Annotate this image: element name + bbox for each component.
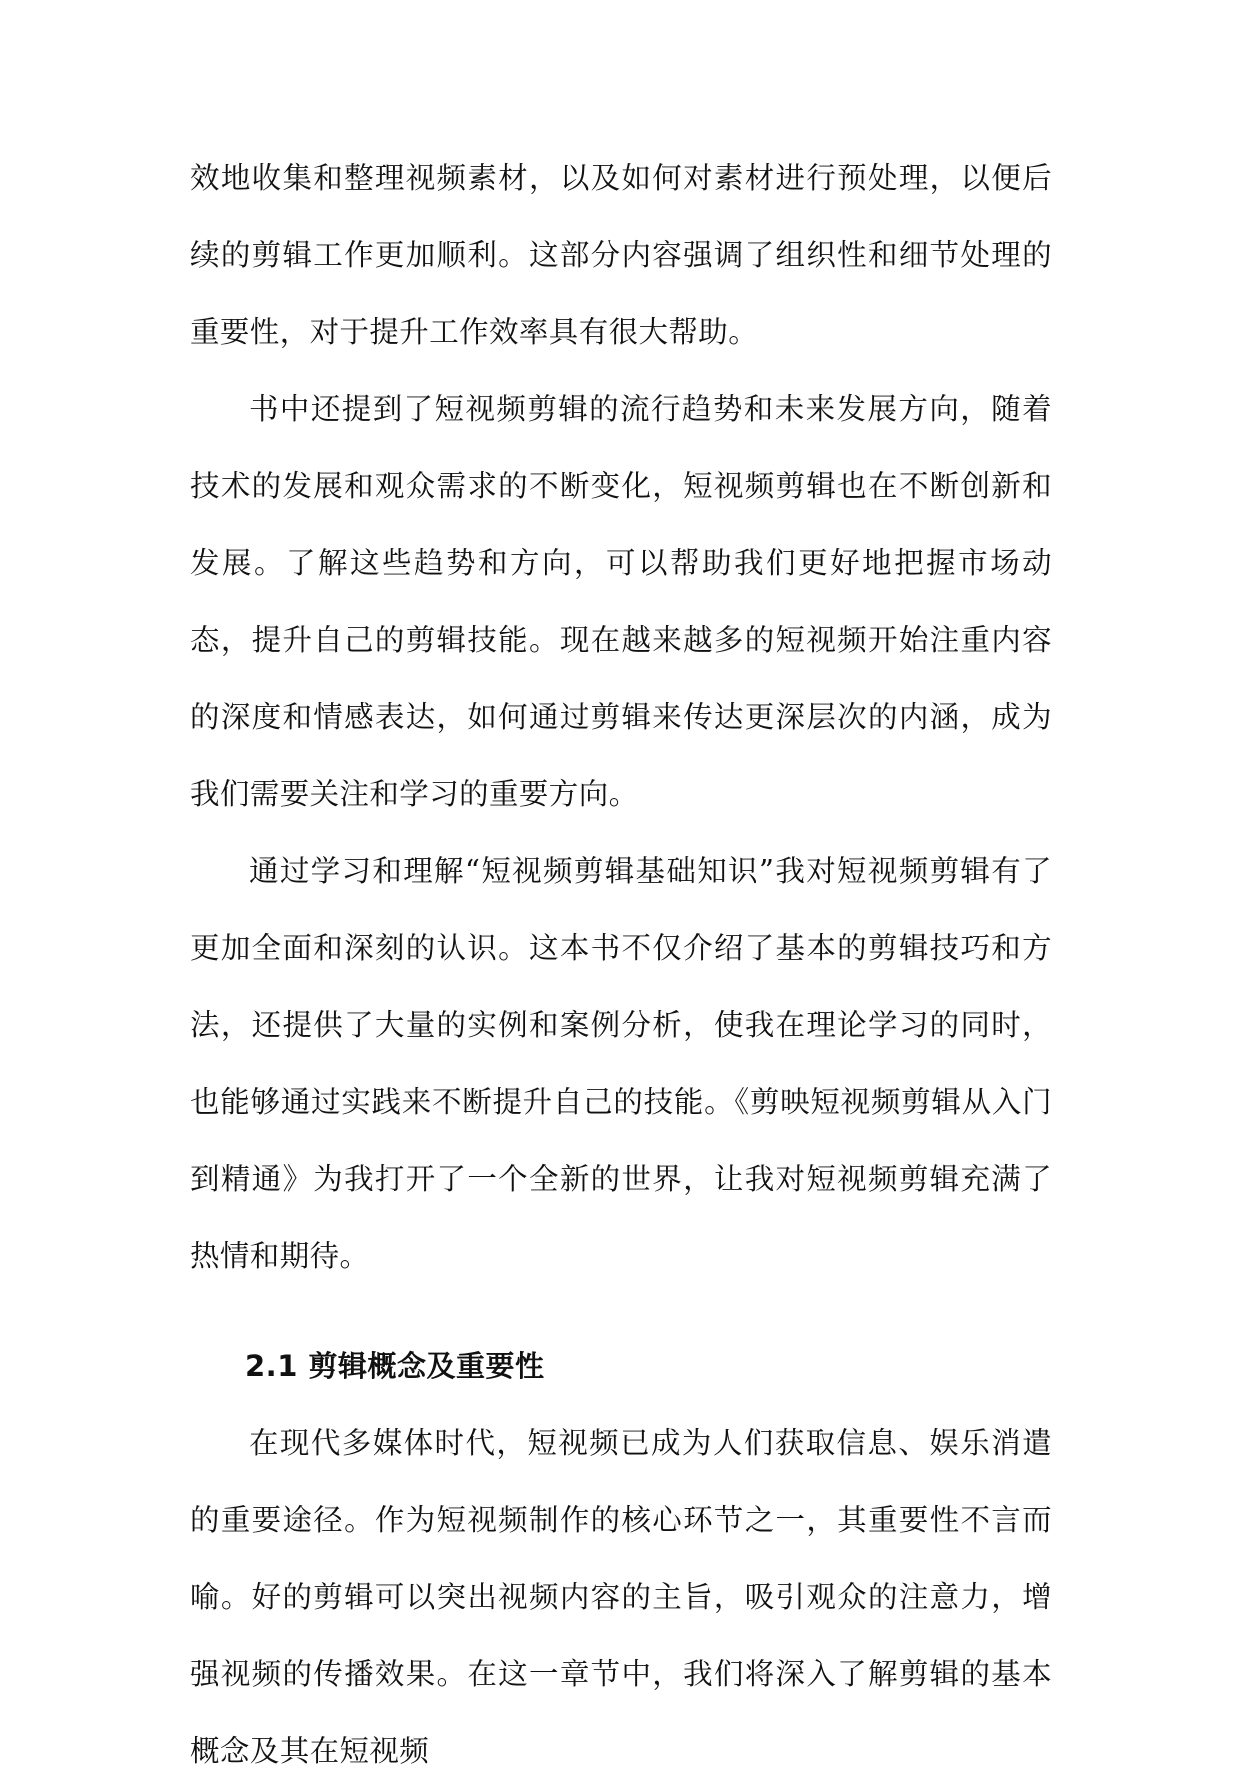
paragraph-3: 通过学习和理解“短视频剪辑基础知识”我对短视频剪辑有了更加全面和深刻的认识。这本书不仅介绍了基本的剪辑技巧和方法，还提供了大量的实例和案例分析，使我在理论学习的同时，也能够通过实践来不断提升自己的技能。《剪映短视频剪辑从入门到精通》为我打开了一个全新的世界，让我对短视频剪辑充满了热情和期待。 xyxy=(190,854,1052,1273)
section-heading: 2.1 剪辑概念及重要性 xyxy=(245,1349,545,1383)
paragraph-4: 在现代多媒体时代，短视频已成为人们获取信息、娱乐消遣的重要途径。作为短视频制作的核心环节之一，其重要性不言而喻。好的剪辑可以突出视频内容的主旨，吸引观众的注意力，增强视频的传播效果。在这一章节中，我们将深入了解剪辑的基本概念及其在短视频 xyxy=(190,1426,1052,1768)
paragraph-2: 书中还提到了短视频剪辑的流行趋势和未来发展方向，随着技术的发展和观众需求的不断变化，短视频剪辑也在不断创新和发展。了解这些趋势和方向，可以帮助我们更好地把握市场动态，提升自己的剪辑技能。现在越来越多的短视频开始注重内容的深度和情感表达，如何通过剪辑来传达更深层次的内涵，成为我们需要关注和学习的重要方向。 xyxy=(190,392,1052,811)
document-page xyxy=(190,140,1052,1790)
paragraph-1: 效地收集和整理视频素材，以及如何对素材进行预处理，以便后续的剪辑工作更加顺利。这部分内容强调了组织性和细节处理的重要性，对于提升工作效率具有很大帮助。 xyxy=(190,161,1052,349)
